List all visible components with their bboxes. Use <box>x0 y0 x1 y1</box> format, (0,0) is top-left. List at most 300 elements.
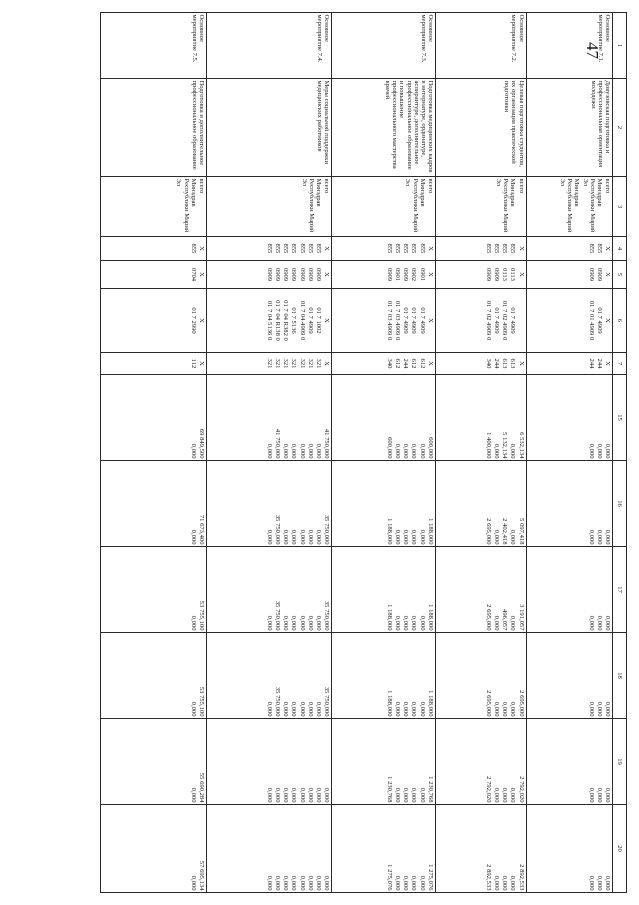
cell-line: 0,000 <box>315 529 322 545</box>
cell-line: 0,000 <box>402 787 410 803</box>
cell-line: 1 188,000 <box>385 690 393 717</box>
cell-line: 01 7 03 4909 0 <box>385 300 393 341</box>
cell-line: 01 7 5136 <box>290 307 298 334</box>
cell-line: 1 188,000 <box>426 690 434 717</box>
cell-line: 2 892,533 <box>484 864 492 891</box>
cell-line: 0,000 <box>604 443 611 459</box>
cell-line: 855 <box>402 243 410 254</box>
budget-table <box>100 12 627 893</box>
cell-line: 0,000 <box>493 787 501 803</box>
cell-line: 855 <box>484 243 492 254</box>
cell-c6 <box>526 289 612 353</box>
cell-line: 0,000 <box>189 701 197 717</box>
table-row <box>526 13 612 893</box>
cell-line: 0,000 <box>189 529 197 545</box>
cell-line <box>471 179 478 235</box>
cell-line: X <box>426 246 434 251</box>
cell-line: X <box>604 272 611 277</box>
cell-line: 0,000 <box>394 875 402 891</box>
cell-line: 01 7 4909 <box>410 307 418 334</box>
cell-line: 0,000 <box>595 615 603 631</box>
table-body <box>101 13 613 893</box>
cell-line: 496,057 <box>501 609 509 631</box>
table-row <box>435 13 526 893</box>
cell-line: 0,000 <box>298 443 306 459</box>
cell-line: 2 695,000 <box>484 604 492 631</box>
cell-c1: Основное мероприятие 7.1. <box>526 13 612 79</box>
page-number: 47 <box>583 42 602 59</box>
cell-c19 <box>101 719 207 805</box>
cell-line: 35 750,000 <box>274 514 282 545</box>
cell-line: 0,000 <box>282 875 290 891</box>
cell-line: 0,000 <box>418 443 426 459</box>
cell-line: 2 792,020 <box>484 776 492 803</box>
cell-line: 0,000 <box>189 787 197 803</box>
cell-line: 01 7 4909 <box>509 307 517 334</box>
cell-line: X <box>426 272 434 277</box>
cell-line: 600,000 <box>426 437 434 459</box>
cell-c5 <box>332 261 436 289</box>
cell-line: 855 <box>418 243 426 254</box>
cell-line: 0,000 <box>189 615 197 631</box>
cell-line: X <box>426 361 434 366</box>
cell-line: 0909 <box>290 267 298 282</box>
cell-line: 0,000 <box>265 529 273 545</box>
cell-line: X <box>323 272 331 277</box>
cell-line: 0,000 <box>315 443 322 459</box>
col-header: 15 <box>613 375 627 461</box>
cell-line: 0,000 <box>282 701 290 717</box>
cell-c15 <box>101 375 207 461</box>
cell-line: 0,000 <box>306 615 314 631</box>
cell-c16 <box>206 461 331 547</box>
cell-line: 0,000 <box>315 787 322 803</box>
cell-c3 <box>435 177 526 237</box>
cell-line: 321 <box>298 358 306 369</box>
cell-line: 01 7 04 R382 0 <box>282 300 290 341</box>
cell-line: 0,000 <box>410 875 418 891</box>
cell-line: 2 892,533 <box>517 864 525 891</box>
cell-line: 0,000 <box>315 875 322 891</box>
cell-line: 612 <box>394 358 402 369</box>
cell-line: 53 755,100 <box>197 686 205 717</box>
cell-line: X <box>197 272 205 277</box>
cell-line: 0,000 <box>587 875 595 891</box>
cell-c17 <box>101 547 207 633</box>
cell-line: 0909 <box>315 267 322 282</box>
cell-line: 0,000 <box>410 443 418 459</box>
cell-line <box>517 291 524 351</box>
cell-line: 01 7 02 4909 0 <box>484 300 492 341</box>
cell-line <box>284 179 291 235</box>
cell-c18 <box>526 633 612 719</box>
cell-line: 0,000 <box>509 701 517 717</box>
cell-c1: Основное мероприятие 7.3. <box>332 13 436 79</box>
cell-c20 <box>206 805 331 893</box>
cell-line: 321 <box>306 358 314 369</box>
cell-line: X <box>197 361 205 366</box>
cell-line: 6 532,134 <box>517 432 525 459</box>
col-header: 6 <box>613 289 627 353</box>
cell-line: 321 <box>274 358 282 369</box>
cell-c20 <box>332 805 436 893</box>
cell-line: 0909 <box>587 267 595 282</box>
cell-line: 855 <box>306 243 314 254</box>
cell-line: 01 7 04 5136 0 <box>265 300 273 341</box>
cell-line: 35 750,000 <box>323 600 331 631</box>
cell-line: 0704 <box>189 267 197 282</box>
cell-line: 0901 <box>394 267 402 282</box>
cell-c18 <box>206 633 331 719</box>
cell-line: 0909 <box>265 267 273 282</box>
cell-line: 01 7 1002 <box>315 307 322 334</box>
cell-c5 <box>101 261 207 289</box>
cell-line: 855 <box>385 243 393 254</box>
col-header: 7 <box>613 353 627 375</box>
cell-line: 855 <box>189 243 197 254</box>
cell-line: 0,000 <box>290 701 298 717</box>
cell-line: 244 <box>493 358 501 369</box>
cell-line: 0,000 <box>509 443 517 459</box>
cell-line: Минздрав Республики Марий Эл <box>581 178 603 233</box>
cell-c7 <box>206 353 331 375</box>
cell-c17 <box>332 547 436 633</box>
cell-line: 0909 <box>298 267 306 282</box>
cell-line: 1 230,768 <box>385 776 393 803</box>
cell-line: 0,000 <box>604 615 611 631</box>
cell-line: 1 188,000 <box>426 518 434 545</box>
cell-line: 0,000 <box>587 615 595 631</box>
cell-line: 0,000 <box>282 443 290 459</box>
cell-line: 0,000 <box>306 443 314 459</box>
cell-line: 01 7 4909 <box>493 307 501 334</box>
cell-line: X <box>604 246 611 251</box>
cell-line: 1 188,000 <box>385 604 393 631</box>
cell-line: 0,000 <box>604 701 611 717</box>
cell-line: X <box>604 361 611 366</box>
cell-line: X <box>197 318 205 323</box>
cell-line: 0,000 <box>402 615 410 631</box>
cell-line: 612 <box>410 358 418 369</box>
cell-line: 71 673,400 <box>197 514 205 545</box>
cell-line <box>372 179 379 235</box>
cell-c17 <box>435 547 526 633</box>
cell-line <box>260 179 267 235</box>
cell-line: 244 <box>587 358 595 369</box>
cell-line: 0,000 <box>306 529 314 545</box>
cell-line: 0,000 <box>402 443 410 459</box>
cell-c3 <box>206 177 331 237</box>
cell-line: 0,000 <box>394 443 402 459</box>
cell-c1: Основное мероприятие 7.2. <box>435 13 526 79</box>
cell-line: 41 750,000 <box>323 428 331 459</box>
cell-line <box>292 179 299 235</box>
cell-line: 0,000 <box>493 615 501 631</box>
cell-line: 0902 <box>410 267 418 282</box>
cell-line: 0,000 <box>265 875 273 891</box>
cell-line: X <box>517 246 525 251</box>
cell-c19 <box>206 719 331 805</box>
cell-line: Минздрав Республики Марий Эл <box>175 178 197 233</box>
cell-line: 0113 <box>501 268 509 281</box>
cell-line: 0,000 <box>290 529 298 545</box>
cell-line: 0,000 <box>410 529 418 545</box>
cell-line: 0,000 <box>501 875 509 891</box>
col-header: 3 <box>613 177 627 237</box>
cell-line: 0,000 <box>493 701 501 717</box>
col-header: 17 <box>613 547 627 633</box>
cell-line: 0,000 <box>604 875 611 891</box>
cell-line: 0,000 <box>418 875 426 891</box>
cell-line: 0,000 <box>323 787 331 803</box>
cell-c17 <box>206 547 331 633</box>
cell-line: 855 <box>290 243 298 254</box>
cell-c7 <box>435 353 526 375</box>
cell-c3 <box>101 177 207 237</box>
cell-line: 1 188,000 <box>426 604 434 631</box>
cell-line: 0,000 <box>315 701 322 717</box>
cell-line <box>252 179 259 235</box>
cell-c5 <box>526 261 612 289</box>
cell-line: 01 7 03 4909 0 <box>394 300 402 341</box>
cell-c6 <box>435 289 526 353</box>
cell-line: 0,000 <box>265 443 273 459</box>
cell-line: 0,000 <box>493 443 501 459</box>
cell-line: 0,000 <box>323 875 331 891</box>
cell-line: 0,000 <box>418 701 426 717</box>
cell-line: 35 750,000 <box>274 600 282 631</box>
cell-c19 <box>435 719 526 805</box>
col-header: 2 <box>613 79 627 177</box>
cell-line: 01 7 4909 <box>418 307 426 334</box>
cell-line: 01 7 4909 <box>595 307 603 334</box>
cell-line: 321 <box>282 358 290 369</box>
cell-c15 <box>332 375 436 461</box>
cell-line: 3 191,057 <box>517 604 525 631</box>
cell-line: 0,000 <box>509 787 517 803</box>
cell-line: 0,000 <box>265 701 273 717</box>
cell-line: 612 <box>418 358 426 369</box>
cell-line: X <box>517 272 525 277</box>
cell-line: 0909 <box>385 267 393 282</box>
table-row <box>101 13 207 893</box>
cell-c2: Довузовская подготовка и профессиональная ориентация молодежи <box>526 79 612 177</box>
cell-c1: Основное мероприятие 7.5. <box>101 13 207 79</box>
cell-line: 2 695,000 <box>484 518 492 545</box>
cell-line: 600,000 <box>385 437 393 459</box>
cell-c17 <box>526 547 612 633</box>
cell-c20 <box>101 805 207 893</box>
cell-line: 855 <box>274 243 282 254</box>
cell-line: 0,000 <box>315 615 322 631</box>
cell-line: X <box>517 361 525 366</box>
cell-line: всего <box>517 178 525 194</box>
cell-line: 0,000 <box>274 875 282 891</box>
cell-line: 0,000 <box>394 701 402 717</box>
cell-c2: Меры социальной поддержки медицинских работников <box>206 79 331 177</box>
cell-line: 01 7 4909 <box>402 307 410 334</box>
cell-line: 0909 <box>306 267 314 282</box>
cell-line: 57 695,134 <box>197 860 205 891</box>
cell-line: 0,000 <box>265 787 273 803</box>
cell-line: 1 400,000 <box>484 432 492 459</box>
col-header: 4 <box>613 237 627 261</box>
cell-line: 0,000 <box>282 787 290 803</box>
cell-line: 0,000 <box>274 787 282 803</box>
col-header: 19 <box>613 719 627 805</box>
cell-line: 855 <box>265 243 273 254</box>
cell-line: 0909 <box>282 267 290 282</box>
cell-line: 855 <box>501 243 509 254</box>
cell-line <box>487 179 494 235</box>
cell-line: X <box>323 318 331 323</box>
cell-line: 2 402,418 <box>501 518 509 545</box>
cell-c4 <box>206 237 331 261</box>
cell-line <box>388 179 395 235</box>
cell-line: 0,000 <box>493 529 501 545</box>
cell-line: X <box>604 318 611 323</box>
cell-c6 <box>101 289 207 353</box>
cell-line <box>268 179 275 235</box>
cell-line: 01 7 2990 <box>189 307 197 334</box>
cell-line: 0,000 <box>418 787 426 803</box>
cell-line: X <box>426 318 434 323</box>
cell-line <box>276 179 283 235</box>
cell-line: 0,000 <box>290 787 298 803</box>
cell-c4 <box>101 237 207 261</box>
cell-line: X <box>323 246 331 251</box>
cell-line: 1 275,076 <box>426 864 434 891</box>
col-header: 18 <box>613 633 627 719</box>
cell-line: 0909 <box>493 267 501 282</box>
cell-line: 01 7 4909 <box>306 307 314 334</box>
cell-line: 855 <box>493 243 501 254</box>
cell-line: 855 <box>410 243 418 254</box>
cell-c16 <box>435 461 526 547</box>
rotated-table-wrapper <box>100 12 627 892</box>
cell-line: 0,000 <box>587 443 595 459</box>
cell-line: 613 <box>501 358 509 369</box>
cell-c16 <box>332 461 436 547</box>
cell-line: 0,000 <box>587 529 595 545</box>
cell-line: 0,000 <box>587 787 595 803</box>
cell-line: 0,000 <box>298 529 306 545</box>
cell-line: 01 7 04 4909 0 <box>298 300 306 341</box>
cell-line: 01 7 04 R138 0 <box>274 300 282 341</box>
cell-line: 0909 <box>274 267 282 282</box>
cell-line: 0,000 <box>501 701 509 717</box>
cell-line: 5 097,418 <box>517 518 525 545</box>
cell-line: 0901 <box>418 267 426 282</box>
cell-line: 0,000 <box>410 701 418 717</box>
cell-c2: Подготовка медицинских кадров в интернатуре, ординатуре, аспирантуре, дополнительное профессиональное образование и повышение профессионального мастерства врачей <box>332 79 436 177</box>
cell-line: 321 <box>315 358 322 369</box>
cell-line: Минздрав Республики Марий Эл <box>495 178 517 233</box>
cell-line: 613 <box>509 358 517 369</box>
cell-line: 0,000 <box>298 701 306 717</box>
cell-line: 0,000 <box>298 787 306 803</box>
cell-line: 0,000 <box>587 701 595 717</box>
cell-line: 0,000 <box>394 615 402 631</box>
header-row <box>613 13 627 893</box>
cell-line: 0,000 <box>418 529 426 545</box>
cell-line: 0,000 <box>265 615 273 631</box>
cell-line: 0,000 <box>189 443 197 459</box>
cell-line: 0,000 <box>410 615 418 631</box>
cell-line: 55 690,284 <box>197 772 205 803</box>
cell-c5 <box>206 261 331 289</box>
cell-line: 0,000 <box>418 615 426 631</box>
cell-line: 1 275,076 <box>385 864 393 891</box>
cell-line <box>380 179 387 235</box>
cell-line: 53 755,100 <box>197 600 205 631</box>
cell-line: 0,000 <box>298 615 306 631</box>
cell-line: 2 792,020 <box>517 776 525 803</box>
cell-line: всего <box>323 178 331 194</box>
cell-line: 321 <box>265 358 273 369</box>
cell-c7 <box>101 353 207 375</box>
cell-line: 244 <box>402 358 410 369</box>
cell-line: Минздрав Республики Марий Эл <box>300 178 322 233</box>
cell-line: 0,000 <box>290 615 298 631</box>
cell-c6 <box>332 289 436 353</box>
cell-c3 <box>526 177 612 237</box>
cell-line: 0909 <box>595 267 603 282</box>
cell-line: 0,000 <box>595 787 603 803</box>
cell-line: 0,000 <box>298 875 306 891</box>
cell-line: 0,000 <box>410 787 418 803</box>
cell-line: 855 <box>509 243 517 254</box>
cell-line: 0,000 <box>189 875 197 891</box>
cell-line: 855 <box>315 243 322 254</box>
cell-line: 0,000 <box>595 529 603 545</box>
cell-line: Минздрав Республики Марий Эл <box>559 178 581 233</box>
cell-c15 <box>435 375 526 461</box>
cell-c15 <box>206 375 331 461</box>
col-header: 5 <box>613 261 627 289</box>
cell-line: 5 132,134 <box>501 432 509 459</box>
table-row <box>332 13 436 893</box>
cell-line: 0,000 <box>402 875 410 891</box>
cell-line: 0,000 <box>402 529 410 545</box>
cell-c5 <box>435 261 526 289</box>
cell-line: X <box>323 361 331 366</box>
cell-c15 <box>526 375 612 461</box>
cell-line: 35 750,000 <box>323 686 331 717</box>
cell-c20 <box>435 805 526 893</box>
cell-line <box>396 179 403 235</box>
cell-c4 <box>435 237 526 261</box>
cell-line: 2 695,000 <box>484 690 492 717</box>
cell-c18 <box>101 633 207 719</box>
cell-line: 0,000 <box>493 875 501 891</box>
cell-line: всего <box>197 178 205 194</box>
cell-line: 0,000 <box>509 875 517 891</box>
cell-line: 340 <box>484 358 492 369</box>
cell-line: 340 <box>385 358 393 369</box>
cell-line: Минздрав Республики Марий Эл <box>404 178 426 233</box>
cell-line: 855 <box>298 243 306 254</box>
cell-line: 0,000 <box>595 443 603 459</box>
cell-c7 <box>526 353 612 375</box>
cell-line: всего <box>426 178 434 194</box>
cell-line: 0,000 <box>501 787 509 803</box>
cell-line: 0,000 <box>402 701 410 717</box>
cell-c18 <box>332 633 436 719</box>
cell-line: 0,000 <box>604 787 611 803</box>
cell-line: 0,000 <box>290 443 298 459</box>
cell-line <box>479 179 486 235</box>
